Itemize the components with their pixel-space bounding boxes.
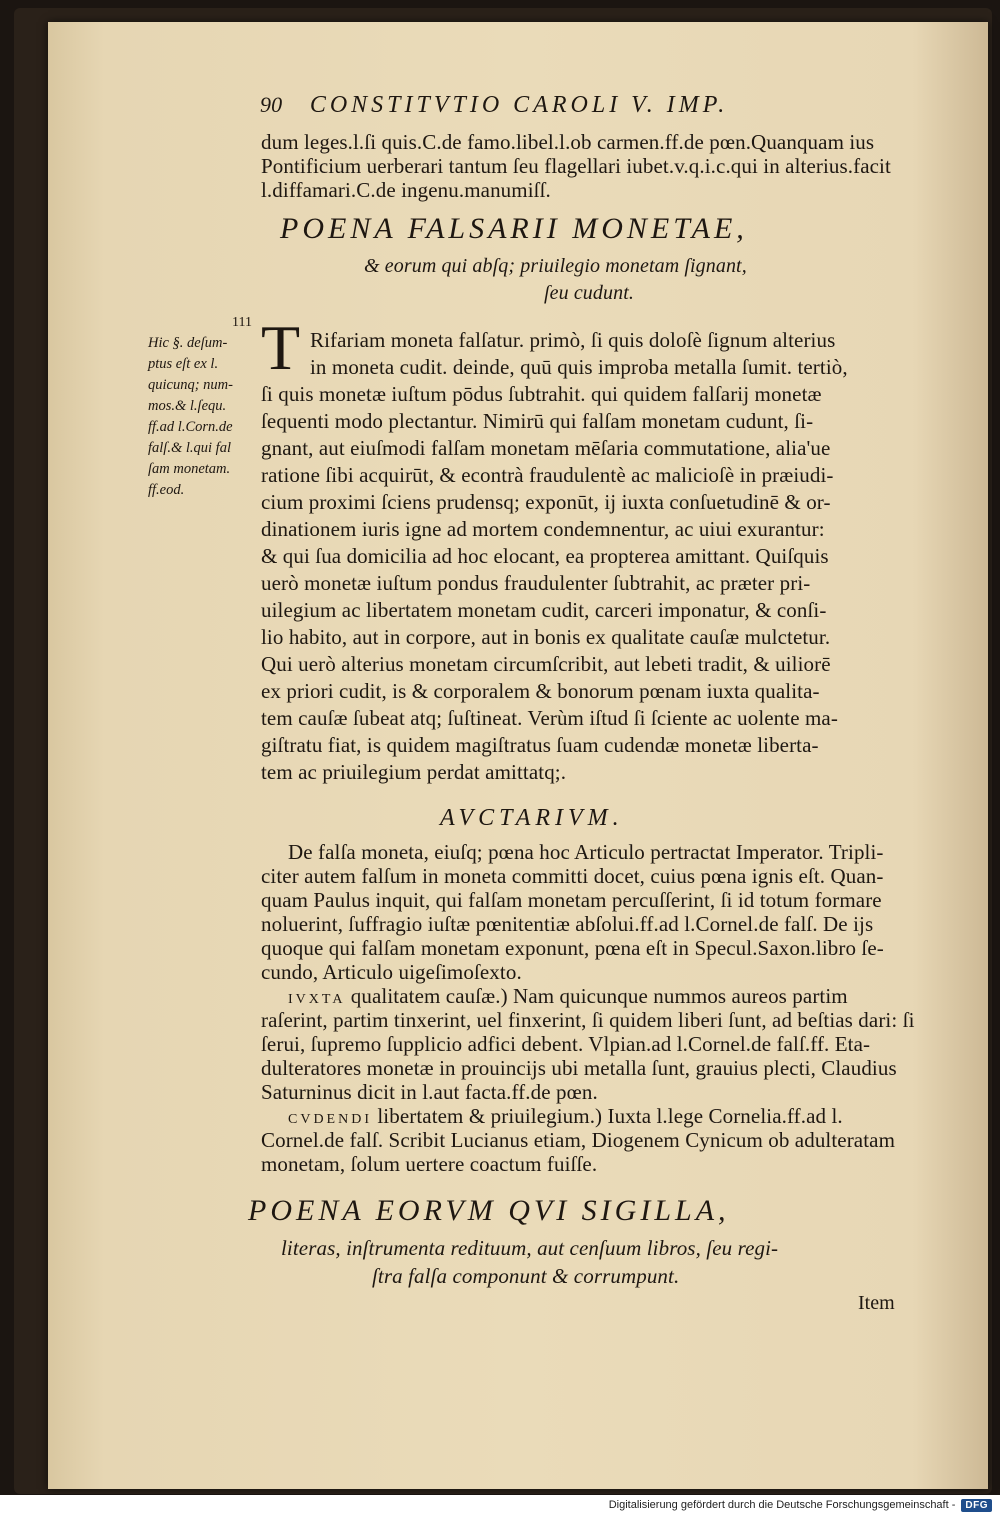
page-number: 90 bbox=[260, 92, 283, 117]
text-line: dulteratores monetæ in prouincijs ubi metalla ſunt, grauius plecti, Claudius bbox=[261, 1056, 897, 1080]
lemma: CVDENDI bbox=[288, 1112, 372, 1127]
margin-note-line: mos.& l.ſequ. bbox=[148, 398, 227, 414]
section-subheading: & eorum qui abſq; priuilegio monetam ſignant, bbox=[364, 255, 747, 277]
book-page bbox=[48, 22, 988, 1489]
text-line: Saturninus dicit in l.aut facta.ff.de pœn. bbox=[261, 1080, 598, 1104]
margin-note bbox=[148, 312, 258, 501]
text-line: dum leges.l.ſi quis.C.de famo.libel.l.ob carmen.ff.de pœn.Quanquam ius bbox=[261, 130, 875, 154]
text-line: IVXTA qualitatem cauſæ.) Nam quicunque nummos aureos partim bbox=[288, 984, 848, 1008]
text-line: tem cauſæ ſubeat atq; ſuſtineat. Verùm iſtud ſi ſciente ac uolente ma- bbox=[261, 706, 838, 730]
section-subheading: literas, inſtrumenta redituum, aut cenſuum libros, ſeu regi- bbox=[281, 1236, 779, 1260]
text-line: Cornel.de falſ. Scribit Lucianus etiam, Diogenem Cynicum ob adulteratam bbox=[261, 1128, 896, 1152]
margin-note-line: ſam monetam. bbox=[148, 461, 231, 477]
text-line: ex priori cudit, is & corporalem & bonorum pœnam iuxta qualita- bbox=[261, 679, 820, 703]
section-subheading: ſeu cudunt. bbox=[544, 282, 634, 304]
text-line: uerò monetæ iuſtum pondus fraudulenter ſubtrahit, ac præter pri- bbox=[261, 571, 811, 595]
margin-note-line: quicunq; num- bbox=[148, 377, 233, 393]
text-line: Pontificium uerberari tantum ſeu flagellari iubet.v.q.i.c.qui in alterius.facit bbox=[261, 154, 891, 178]
text-line: tem ac priuilegium perdat amittatq;. bbox=[261, 760, 567, 784]
section-subheading: ſtra falſa componunt & corrumpunt. bbox=[372, 1264, 680, 1288]
margin-note-line: ff.ad l.Corn.de bbox=[148, 419, 233, 435]
text-line: giſtratu fiat, is quidem magiſtratus ſuam cudendæ monetæ liberta- bbox=[261, 733, 819, 757]
running-title: CONSTITVTIO CAROLI V. IMP. bbox=[309, 92, 729, 118]
margin-note-line: ptus eſt ex l. bbox=[148, 356, 219, 372]
text-line: quoque qui falſam monetam exponunt, pœna eſt in Specul.Saxon.libro ſe- bbox=[261, 936, 884, 960]
footer-bar bbox=[0, 1495, 1000, 1515]
text-line: cundo, Articulo uigeſimoſexto. bbox=[261, 960, 522, 984]
margin-note-line: falſ.& l.qui fal bbox=[148, 440, 231, 456]
text-line: l.diffamari.C.de ingenu.manumiſſ. bbox=[261, 178, 551, 202]
text-line: gnant, aut eiuſmodi falſam monetam mēſaria commutatione, alia'ue bbox=[261, 436, 831, 460]
text-line: De falſa moneta, eiuſq; pœna hoc Articulo pertractat Imperator. Tripli- bbox=[288, 840, 884, 864]
text-line: ſerui, ſupremo ſupplicio adfici debent. Vlpian.ad l.Cornel.de falſ.ff. Eta- bbox=[261, 1032, 871, 1056]
text-line: CVDENDI libertatem & priuilegium.) Iuxta l.lege Cornelia.ff.ad l. bbox=[288, 1104, 843, 1128]
text-line: dinationem iuris igne ad mortem condemnentur, ac uiui exurantur: bbox=[261, 517, 825, 541]
text-line: raſerint, partim tinxerint, uel finxerint, ſi quidem liberi ſunt, ad beſtias dari: ſi bbox=[261, 1008, 915, 1032]
section-heading: POENA FALSARII MONETAE, bbox=[280, 212, 748, 245]
text-line: noluerint, ſuffragio iuſtæ pœnitentiæ abſolui.ff.ad l.Cornel.de falſ. De ijs bbox=[261, 912, 874, 936]
text-line: ſi quis monetæ iuſtum pōdus ſubtrahit. qui quidem falſarij monetæ bbox=[261, 382, 822, 406]
text-line: Qui uerò alterius monetam circumſcribit, aut lebeti tradit, & uiliorē bbox=[261, 652, 831, 676]
margin-note-line: ff.eod. bbox=[148, 482, 185, 498]
margin-note-line: Hic §. deſum- bbox=[148, 335, 228, 351]
text-line: citer autem falſum in moneta committi docet, cuius pœna ignis eſt. Quan- bbox=[261, 864, 884, 888]
text-line: ratione ſibi acquirūt, & econtrà fraudulentè ac malicioſè in præiudi- bbox=[261, 463, 834, 487]
auctarium-heading: AVCTARIVM. bbox=[440, 805, 624, 831]
text-line: in moneta cudit. deinde, quū quis improba metalla ſumit. tertiò, bbox=[310, 355, 848, 379]
footer-credit: Digitalisierung gefördert durch die Deutsche Forschungsgemeinschaft - bbox=[608, 1499, 956, 1511]
catchword: Item bbox=[858, 1292, 895, 1314]
text-line: & qui ſua domicilia ad hoc elocant, ea propterea amittant. Quiſquis bbox=[261, 544, 829, 568]
running-header bbox=[260, 92, 728, 119]
drop-cap: T bbox=[261, 312, 301, 383]
text-line: lio habito, aut in corpore, aut in bonis ex qualitate cauſæ mulctetur. bbox=[261, 625, 831, 649]
section-heading: POENA EORVM QVI SIGILLA, bbox=[248, 1194, 730, 1227]
text-line: ſequenti modo plectantur. Nimirū qui falſam monetam cudunt, ſi- bbox=[261, 409, 814, 433]
dfg-logo: DFG bbox=[961, 1499, 992, 1512]
lemma: IVXTA bbox=[288, 992, 346, 1007]
text-line: uilegium ac libertatem monetam cudit, carceri imponatur, & conſi- bbox=[261, 598, 827, 622]
text-line: cium proximi ſciens prudensq; exponūt, ij iuxta conſuetudinē & or- bbox=[261, 490, 831, 514]
text-line: quam Paulus inquit, qui falſam monetam percuſſerint, ſi id totum formare bbox=[261, 888, 882, 912]
margin-note-number: 111 bbox=[232, 315, 252, 330]
text-line: monetam, ſolum uertere coactum fuiſſe. bbox=[261, 1152, 598, 1176]
text-line: Rifariam moneta falſatur. primò, ſi quis doloſè ſignum alterius bbox=[310, 328, 836, 352]
